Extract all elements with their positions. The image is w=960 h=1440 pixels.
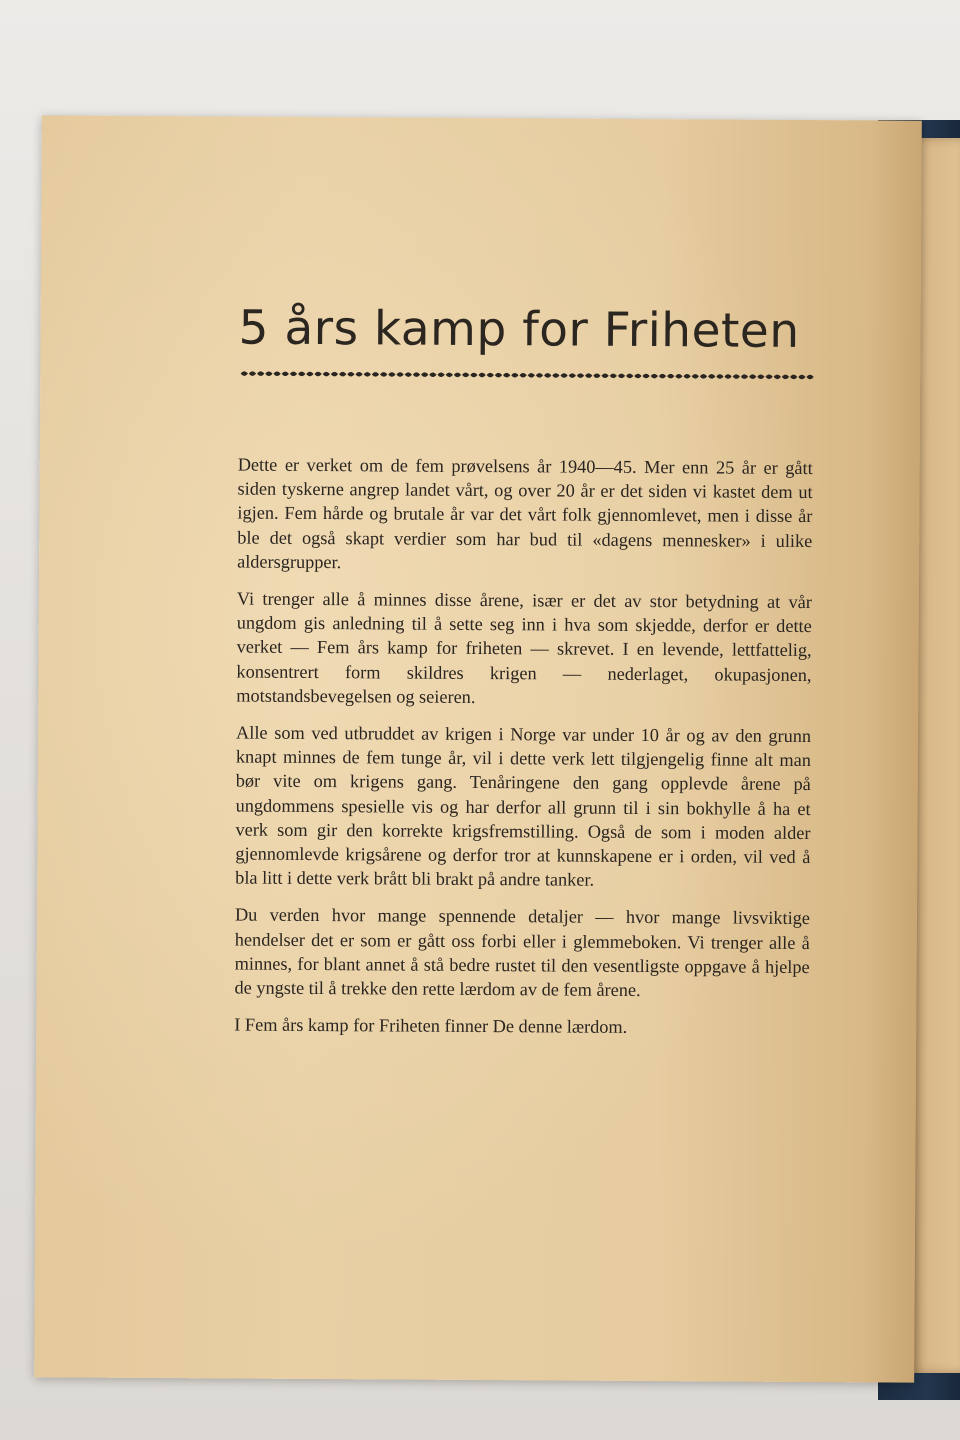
ornament-leaf [298, 372, 305, 377]
ornament-leaf [757, 374, 764, 379]
ornament-leaf [708, 374, 715, 379]
ornament-leaf [806, 375, 813, 380]
body-text [234, 453, 813, 1054]
ornament-leaf [462, 373, 469, 378]
ornament-leaf [692, 374, 699, 379]
ornament-leaf [487, 373, 494, 378]
paragraph-4: Du verden hvor mange spennende detaljer — hvor mange livsviktige hendelser det er som er gått oss forbi eller i glemmeboken. Vi trenger alle å minnes, for blant annet å stå bedre rustet til den vesentligste oppgave å hjelpe de yngste til å trekke den rette lærdom av de fem årene. [234, 904, 811, 1001]
ornament-leaf [569, 373, 576, 378]
ornament-leaf [265, 371, 272, 376]
ornament-leaf [249, 371, 256, 376]
ornament-leaf [470, 373, 477, 378]
ornament-leaf [519, 373, 526, 378]
ornament-leaf [273, 371, 280, 376]
ornament-leaf [544, 373, 551, 378]
ornament-leaf [790, 375, 797, 380]
ornament-leaf [675, 374, 682, 379]
ornament-leaf [536, 373, 543, 378]
page-title: 5 års kamp for Friheten [238, 300, 800, 359]
ornament-leaf [733, 374, 740, 379]
ornament-leaf [380, 372, 387, 377]
ornament-leaf [528, 373, 535, 378]
ornament-leaf [626, 374, 633, 379]
ornament-leaf [478, 373, 485, 378]
ornament-leaf [552, 373, 559, 378]
ornament-leaf [429, 372, 436, 377]
ornament-leaf [388, 372, 395, 377]
ornament-leaf [774, 375, 781, 380]
ornament-leaf [765, 374, 772, 379]
ornament-leaf [282, 372, 289, 377]
ornament-leaf [700, 374, 707, 379]
ornament-leaf [593, 373, 600, 378]
ornament-leaf [355, 372, 362, 377]
paragraph-2: Vi trenger alle å minnes disse årene, især er det av stor betydning at vår ungdom gis anledning til å sette seg inn i hva som skjedde, derfor er dette verket — Fem års kamp for friheten — skrevet. I en levende, lettfattelig, konsentrert form skildres krigen — nederlaget, okupasjonen, motstandsbevegelsen og seieren. [236, 588, 812, 707]
ornament-leaf [454, 373, 461, 378]
ornament-leaf [724, 374, 731, 379]
ornament-leaf [241, 371, 248, 376]
ornament-leaf [618, 374, 625, 379]
ornament-leaf [314, 372, 321, 377]
ornament-leaf [741, 374, 748, 379]
ornament-leaf [421, 372, 428, 377]
ornament-leaf [257, 371, 264, 376]
paragraph-1: Dette er verket om de fem prøvelsens år 1940—45. Mer enn 25 år er gått siden tyskerne angrep landet vårt, og over 20 år er det siden vi kastet dem ut igjen. Fem hårde og brutale år var det vårt folk gjennomlevet, men i disse år ble det også skapt verdier som har bud til «dagens mennesker» i ulike aldersgrupper. [237, 454, 813, 572]
ornament-leaf [585, 373, 592, 378]
ornament-leaf [560, 373, 567, 378]
ornament-leaf [503, 373, 510, 378]
ornament-leaf [601, 373, 608, 378]
ornament-leaf [634, 374, 641, 379]
paragraph-3: Alle som ved utbruddet av krigen i Norge var under 10 år og av den grunn knapt minnes de fem tunge år, vil i dette verk lett tilgjengelig finne alt man bør vite om krigens gang. Tenåringene den gang opplevde årene på ungdommens spesielle vis og har derfor all grunn til i sin bokhylle å ha et verk som gir den korrekte krigsfremstilling. Også de som i moden alder gjennomlevde krigsårene og derfor tror at kunnskapene er i orden, vil ved å bla litt i dette verk brått bli brakt på andre tanker. [235, 722, 812, 890]
ornament-leaf [306, 372, 313, 377]
ornament-leaf [782, 375, 789, 380]
ornamental-rule [240, 369, 814, 383]
ornament-leaf [396, 372, 403, 377]
ornament-leaf [511, 373, 518, 378]
ornament-leaf [651, 374, 658, 379]
ornament-leaf [716, 374, 723, 379]
ornament-leaf [610, 374, 617, 379]
ornament-leaf [405, 372, 412, 377]
ornament-leaf [577, 373, 584, 378]
ornament-leaf [339, 372, 346, 377]
ornament-leaf [642, 374, 649, 379]
ornament-leaf [347, 372, 354, 377]
ornament-leaf [495, 373, 502, 378]
ornament-leaf [437, 372, 444, 377]
ornament-leaf [659, 374, 666, 379]
ornament-leaf [667, 374, 674, 379]
ornament-leaf [331, 372, 338, 377]
ornament-leaf [413, 372, 420, 377]
ornament-leaf [749, 374, 756, 379]
ornament-leaf [364, 372, 371, 377]
paragraph-5: I Fem års kamp for Friheten finner De denne lærdom. [234, 1014, 628, 1038]
ornament-leaf [446, 373, 453, 378]
book-page [34, 115, 922, 1382]
ornament-leaf [683, 374, 690, 379]
ornament-leaf [323, 372, 330, 377]
ornament-leaf [798, 375, 805, 380]
ornament-leaf [372, 372, 379, 377]
ornament-leaf [290, 372, 297, 377]
